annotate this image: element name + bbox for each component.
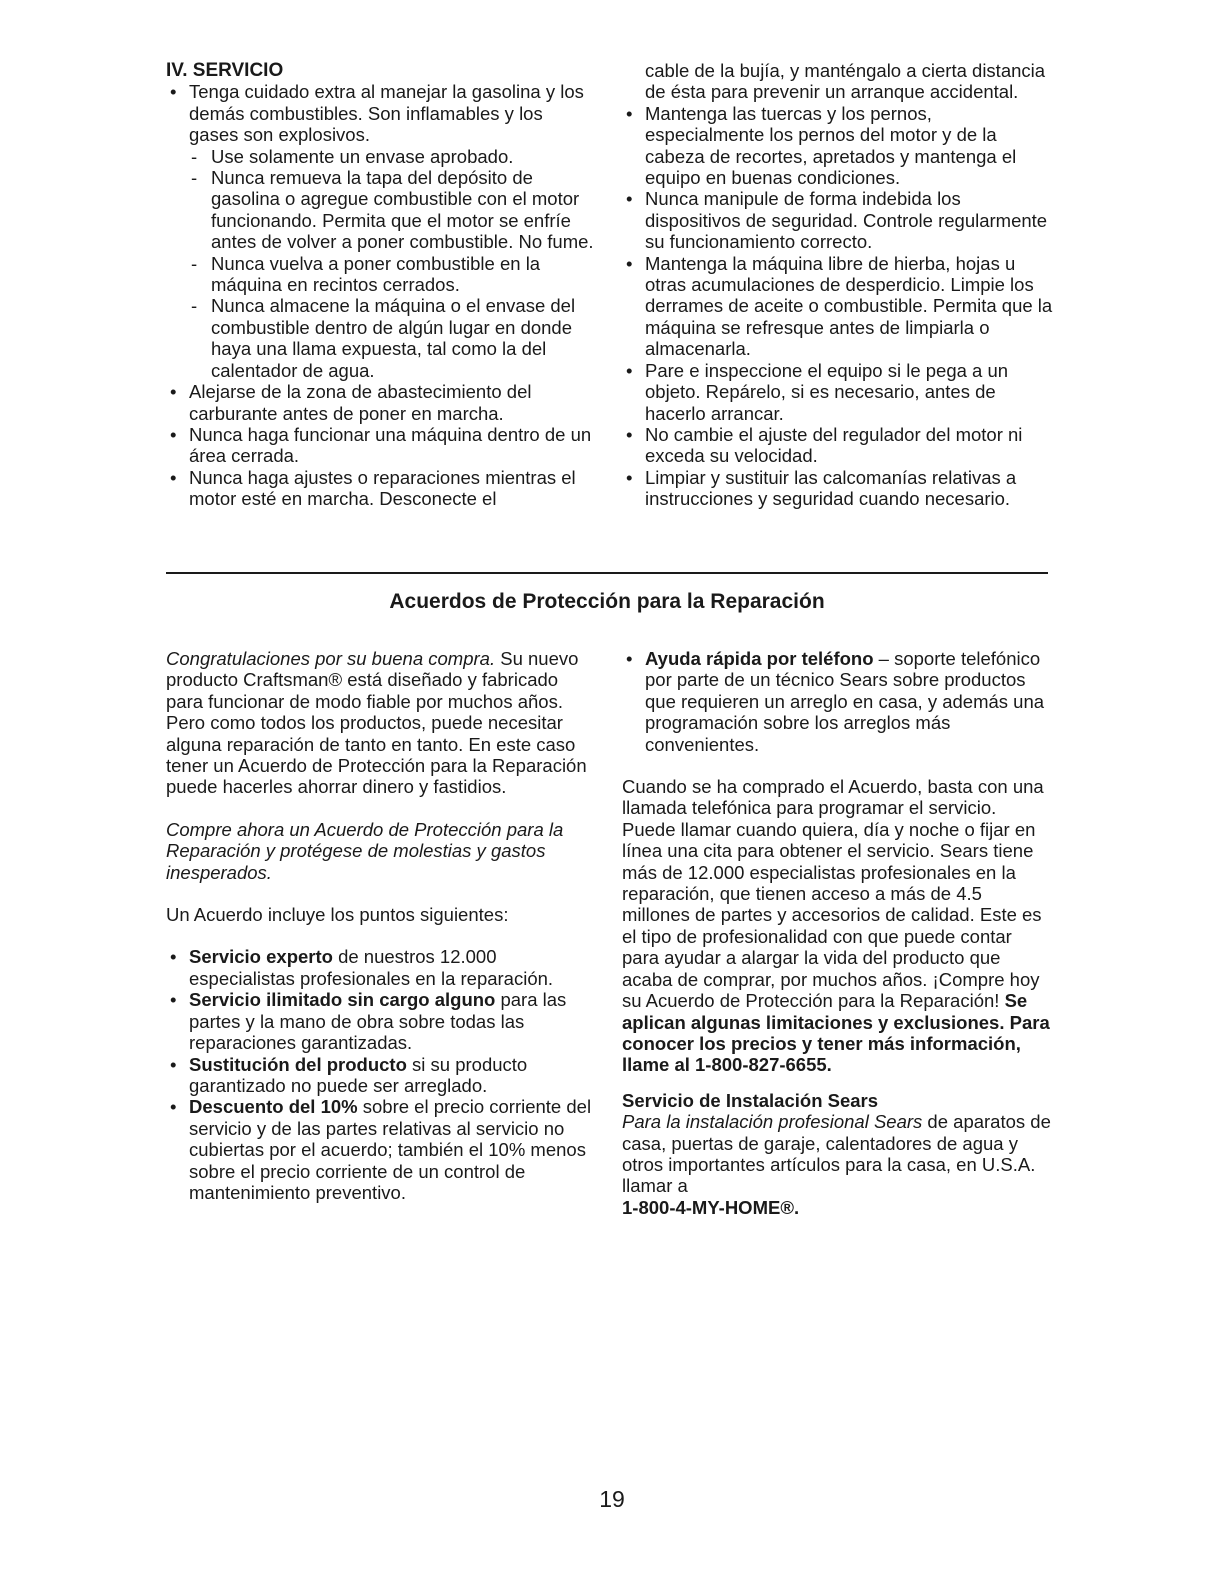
list-item bbox=[622, 648, 1052, 755]
sub-list-item: - Nunca remueva la tapa del depósito de gasolina o agregue combustible con el motor funcionando. Permita que el motor se enfríe antes de volver a poner combustible. No fume. bbox=[189, 167, 596, 253]
acuerdos-left-column bbox=[166, 648, 594, 1203]
item-text: – soporte telefónico por parte de un técnico Sears sobre productos que requieren un arreglo en casa, y además una programación sobre los arreglos más convenientes. bbox=[645, 648, 1045, 755]
list-item: • Nunca haga funcionar una máquina dentro de un área cerrada. bbox=[166, 424, 596, 467]
servicio-left-column bbox=[166, 60, 596, 510]
intro-italic: Congratulaciones por su buena compra. bbox=[166, 648, 496, 669]
instalacion-paragraph bbox=[622, 1111, 1052, 1218]
cuando-paragraph bbox=[622, 776, 1052, 1076]
bullet-text: Tenga cuidado extra al manejar la gasolina y los demás combustibles. Son inflamables y los gases son explosivos. bbox=[189, 81, 584, 146]
item-bold: Servicio experto bbox=[189, 946, 333, 968]
cuando-text: Cuando se ha comprado el Acuerdo, basta con una llamada telefónica para programar el servicio. Puede llamar cuando quiera, día y noche o fijar en línea una cita para obtener el servicio. Sears tiene más de 12.000 especialistas profesionales en la reparación, que tienen acceso a más de 4.5 millones de partes y accesorios de calidad. Este es el tipo de profesionalidad con que puede contar para ayudar a alargar la vida del producto que acaba de comprar, por muchos años. ¡Compre hoy su Acuerdo de Protección para la Reparación! bbox=[622, 776, 1044, 1012]
list-item: • Alejarse de la zona de abastecimiento del carburante antes de poner en marcha. bbox=[166, 381, 596, 424]
item-bold: Servicio ilimitado sin cargo alguno bbox=[189, 989, 496, 1011]
instalacion-heading: Servicio de Instalación Sears bbox=[622, 1089, 879, 1111]
benefits-list-cont bbox=[622, 648, 1052, 755]
list-item: • Limpiar y sustituir las calcomanías relativas a instrucciones y seguridad cuando necesario. bbox=[622, 467, 1054, 510]
instalacion-phone: 1-800-4-MY-HOME®. bbox=[622, 1196, 800, 1218]
item-text: si su producto garantizado no puede ser arreglado. bbox=[189, 1053, 528, 1096]
instalacion-text: de aparatos de casa, puertas de garaje, calentadores de agua y otros importantes artículos para la casa, en U.S.A. llamar a bbox=[622, 1111, 1051, 1197]
acuerdos-right-column bbox=[622, 648, 1052, 1218]
servicio-heading: IV. SERVICIO bbox=[166, 60, 284, 81]
list-item bbox=[166, 1096, 594, 1203]
list-item: • Nunca manipule de forma indebida los dispositivos de seguridad. Controle regularmente su funcionamiento correcto. bbox=[622, 188, 1054, 252]
list-item bbox=[166, 81, 596, 381]
instalacion-italic: Para la instalación profesional Sears bbox=[622, 1111, 923, 1133]
bullet-continuation: cable de la bujía, y manténgalo a cierta distancia de ésta para prevenir un arranque accidental. bbox=[645, 60, 1046, 103]
fuel-sub-list bbox=[189, 146, 596, 381]
benefits-list bbox=[166, 946, 594, 1203]
limitaciones-text: Se aplican algunas limitaciones y exclusiones. Para conocer los precios y tener más información, llame al 1-800-827-6655. bbox=[622, 990, 1050, 1076]
servicio-right-column bbox=[622, 60, 1054, 510]
list-item: • No cambie el ajuste del regulador del motor ni exceda su velocidad. bbox=[622, 424, 1054, 467]
item-bold: Descuento del 10% bbox=[189, 1096, 358, 1118]
list-item: • Mantenga la máquina libre de hierba, hojas u otras acumulaciones de desperdicio. Limpie los derrames de aceite o combustible. Permita que la máquina se refresque antes de limpiarla o almacenarla. bbox=[622, 253, 1054, 360]
list-item: • Pare e inspeccione el equipo si le pega a un objeto. Repárelo, si es necesario, antes de hacerlo arrancar. bbox=[622, 360, 1054, 424]
intro-text: Su nuevo producto Craftsman® está diseñado y fabricado para funcionar de modo fiable por muchos años. Pero como todos los productos, puede necesitar alguna reparación de tanto en tanto. En este caso tener un Acuerdo de Protección para la Reparación puede hacerles ahorrar dinero y fastidios. bbox=[166, 648, 587, 798]
sub-list-item: - Use solamente un envase aprobado. bbox=[189, 146, 596, 167]
page-number: 19 bbox=[599, 1486, 625, 1512]
item-text: para las partes y la mano de obra sobre todas las reparaciones garantizadas. bbox=[189, 989, 567, 1054]
intro-paragraph bbox=[166, 648, 594, 798]
list-item: • Mantenga las tuercas y los pernos, especialmente los pernos del motor y de la cabeza de recortes, apretados y mantenga el equipo en buenas condiciones. bbox=[622, 103, 1054, 189]
item-text: de nuestros 12.000 especialistas profesionales en la reparación. bbox=[189, 946, 554, 989]
incluye-paragraph: Un Acuerdo incluye los puntos siguientes: bbox=[166, 904, 509, 926]
item-bold: Ayuda rápida por teléfono bbox=[645, 648, 874, 669]
section-divider bbox=[166, 572, 1048, 574]
list-item bbox=[166, 1054, 594, 1097]
servicio-bullet-list bbox=[166, 81, 596, 509]
list-item bbox=[166, 946, 594, 989]
compre-paragraph: Compre ahora un Acuerdo de Protección para la Reparación y protégese de molestias y gastos inesperados. bbox=[166, 818, 564, 883]
servicio-bullet-list-cont bbox=[622, 103, 1054, 510]
section-title: Acuerdos de Protección para la Reparación bbox=[389, 590, 825, 613]
list-item: • Nunca haga ajustes o reparaciones mientras el motor esté en marcha. Desconecte el bbox=[166, 467, 596, 510]
item-bold: Sustitución del producto bbox=[189, 1053, 407, 1075]
item-text: sobre el precio corriente del servicio y de las partes relativas al servicio no cubiertas por el acuerdo; también el 10% menos sobre el precio corriente de un control de mantenimiento preventivo. bbox=[189, 1096, 592, 1203]
list-item bbox=[166, 989, 594, 1053]
sub-list-item: - Nunca almacene la máquina o el envase del combustible dentro de algún lugar en donde haya una llama expuesta, tal como la del calentador de agua. bbox=[189, 295, 596, 381]
sub-list-item: - Nunca vuelva a poner combustible en la máquina en recintos cerrados. bbox=[189, 253, 596, 296]
